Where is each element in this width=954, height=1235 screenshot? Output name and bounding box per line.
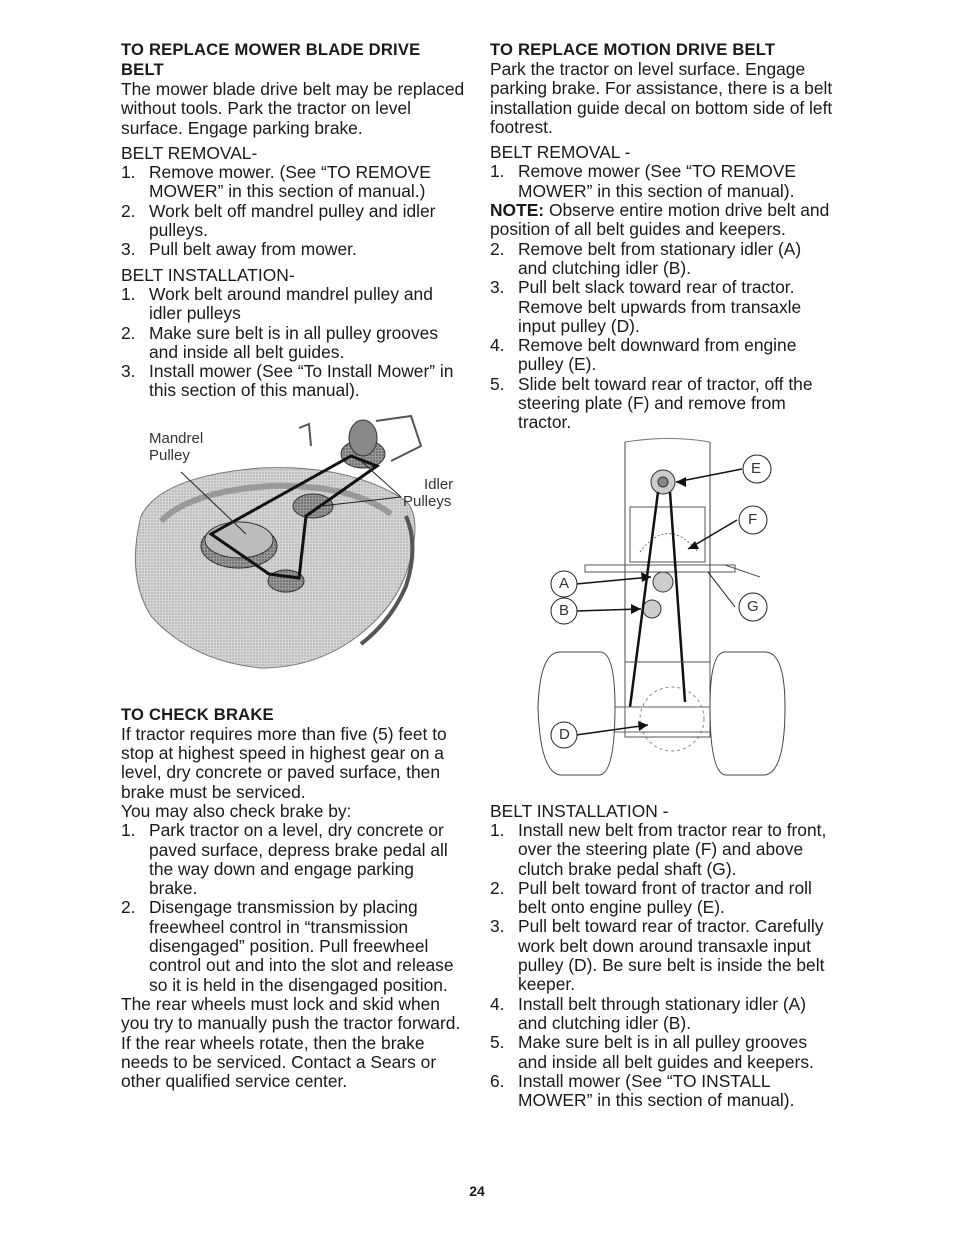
mower-deck-figure <box>121 406 465 701</box>
motion-install-steps <box>490 821 835 1110</box>
callout-e: E <box>751 459 762 477</box>
blade-install-steps <box>121 285 465 401</box>
callout-f: F <box>748 510 758 528</box>
brake-intro: If tractor requires more than five (5) feet to stop at highest speed in highest gear on a level, dry concrete or paved surface, then brake must be serviced. <box>121 723 447 802</box>
belt-installation-label: BELT INSTALLATION- <box>121 264 295 285</box>
list-item: 1. Remove mower. (See “TO REMOVE MOWER” in this section of manual.) <box>121 162 431 202</box>
tractor-underside-illustration <box>530 437 830 802</box>
list-item: 3. Pull belt away from mower. <box>121 239 357 260</box>
idler-pulleys-label-line2: Pulleys <box>403 492 452 510</box>
motion-belt-installation-label: BELT INSTALLATION - <box>490 800 669 821</box>
callout-b: B <box>559 601 570 619</box>
left-column <box>121 40 465 1091</box>
brake-steps <box>121 821 465 995</box>
page-number: 24 <box>469 1183 485 1199</box>
list-item: 3. Install mower (See “To Install Mower” in this section of this manual). <box>121 361 454 401</box>
list-item: 2. Work belt off mandrel pulley and idler pulleys. <box>121 200 436 241</box>
list-item: 3. Pull belt toward rear of tractor. Carefully work belt down around transaxle input pulley (D). Be sure belt is inside the belt keeper. <box>490 916 825 995</box>
motion-belt-removal-label: BELT REMOVAL - <box>490 142 631 163</box>
list-item: 4. Remove belt downward from engine pulley (E). <box>490 335 797 375</box>
belt-removal-label: BELT REMOVAL- <box>121 142 258 163</box>
motion-note <box>490 201 835 240</box>
right-column <box>490 40 835 1110</box>
section-title-check-brake: TO CHECK BRAKE <box>121 704 274 724</box>
list-item: 1. Install new belt from tractor rear to front, over the steering plate (F) and above clutch brake pedal shaft (G). <box>490 819 827 879</box>
blade-removal-steps <box>121 163 465 259</box>
section-title-blade-belt: TO REPLACE MOWER BLADE DRIVE BELT <box>121 40 421 79</box>
list-item: 2. Remove belt from stationary idler (A) and clutching idler (B). <box>490 238 802 278</box>
motion-intro: Park the tractor on level surface. Engage parking brake. For assistance, there is a belt installation guide decal on bottom side of left footrest. <box>490 59 833 137</box>
list-item: 1. Park tractor on a level, dry concrete or paved surface, depress brake pedal all the way down and engage parking brake. <box>121 820 448 899</box>
note-text: Observe entire motion drive belt and position of all belt guides and keepers. <box>490 200 830 240</box>
list-item: 3. Pull belt slack toward rear of tractor. Remove belt upwards from transaxle input pulley (D). <box>490 277 802 336</box>
callout-a: A <box>559 574 570 592</box>
idler-pulleys-label-line1: Idler <box>424 475 454 493</box>
callout-d: D <box>559 725 570 743</box>
list-item: 2. Make sure belt is in all pulley grooves and inside all belt guides. <box>121 322 439 362</box>
brake-also: You may also check brake by: <box>121 800 352 821</box>
list-item: 5. Slide belt toward rear of tractor, off the steering plate (F) and remove from tractor. <box>490 373 813 433</box>
mandrel-pulley-label-line2: Pulley <box>149 446 190 464</box>
list-item: 4. Install belt through stationary idler (A) and clutching idler (B). <box>490 993 807 1033</box>
motion-removal-steps <box>490 240 835 433</box>
list-item: 2. Pull belt toward front of tractor and roll belt onto engine pulley (E). <box>490 877 812 918</box>
list-item: 1. Remove mower (See “TO REMOVE MOWER” in this section of manual). <box>490 161 796 201</box>
list-item: 5. Make sure belt is in all pulley grooves and inside all belt guides and keepers. <box>490 1032 814 1072</box>
brake-outro: The rear wheels must lock and skid when you try to manually push the tractor forward. If the rear wheels rotate, then the brake needs to be serviced. Contact a Sears or other qualified service center. <box>121 993 461 1092</box>
motion-removal-step-1 <box>490 162 835 201</box>
list-item: 1. Work belt around mandrel pulley and idler pulleys <box>121 283 433 324</box>
motion-belt-figure <box>530 437 875 802</box>
blade-intro: The mower blade drive belt may be replaced without tools. Park the tractor on level surface. Engage parking brake. <box>121 79 465 138</box>
callout-g: G <box>747 597 759 615</box>
list-item: 2. Disengage transmission by placing freewheel control in “transmission disengaged” position. Pull freewheel control out and into the slot and release so it is held in the disengaged position. <box>121 897 454 995</box>
note-label: NOTE: <box>490 200 545 221</box>
mandrel-pulley-label-line1: Mandrel <box>149 429 204 447</box>
list-item: 6. Install mower (See “TO INSTALL MOWER” in this section of manual). <box>490 1070 795 1111</box>
section-title-motion-belt: TO REPLACE MOTION DRIVE BELT <box>490 40 776 59</box>
